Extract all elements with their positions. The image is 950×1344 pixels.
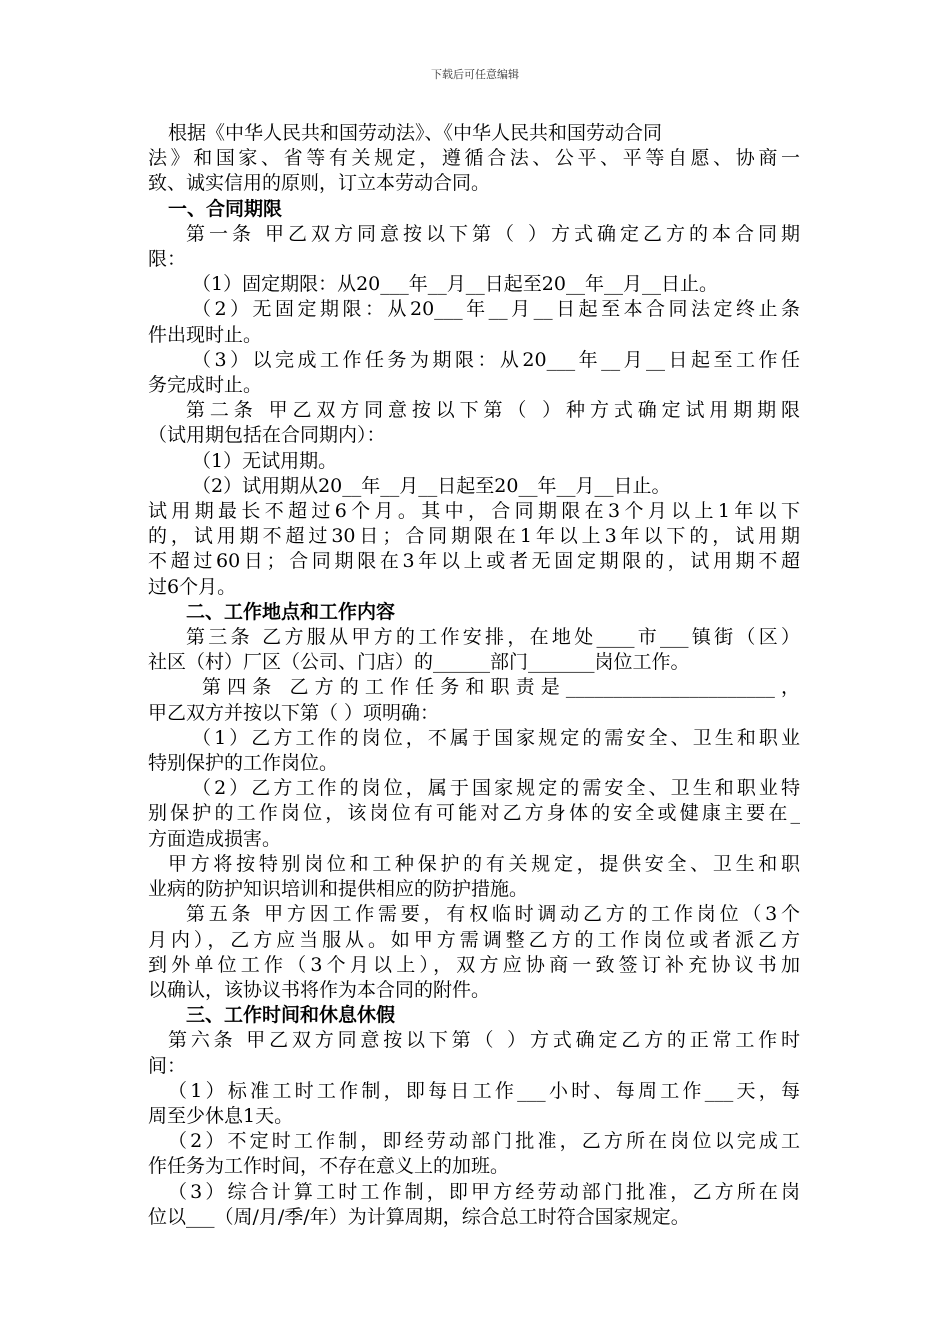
text-line: 周至少休息1天。 bbox=[148, 1104, 294, 1127]
text-line: 的，试用期不超过30日；合同期限在1年以上3年以下的，试用期 bbox=[148, 525, 800, 548]
text-line: 过6个月。 bbox=[148, 575, 237, 598]
text-line: （3）综合计算工时工作制，即甲方经劳动部门批准，乙方所在岗 bbox=[168, 1180, 800, 1203]
text-line: 第一条 甲乙双方同意按以下第（ ）方式确定乙方的本合同期 bbox=[186, 222, 800, 245]
section-heading: 三、工作时间和休息休假 bbox=[186, 1004, 396, 1027]
page-header: 下载后可任意编辑 bbox=[431, 68, 519, 81]
text-line: 试用期最长不超过6个月。其中，合同期限在3个月以上1年以下 bbox=[148, 500, 800, 523]
text-line: 致、诚实信用的原则，订立本劳动合同。 bbox=[148, 172, 491, 195]
text-line: 位以___（周/月/季/年）为计算周期，综合总工时符合国家规定。 bbox=[148, 1205, 690, 1228]
text-line: 务完成时止。 bbox=[148, 374, 263, 397]
contract-body bbox=[148, 121, 800, 1230]
text-line: 月内），乙方应当服从。如甲方需调整乙方的工作岗位或者派乙方 bbox=[148, 928, 800, 951]
text-line: 不超过60日；合同期限在3年以上或者无固定期限的，试用期不超 bbox=[148, 550, 800, 573]
section-heading: 二、工作地点和工作内容 bbox=[186, 600, 396, 623]
text-line: （2）试用期从20__年__月__日起至20__年__月__日止。 bbox=[192, 474, 671, 497]
text-line: （1）标准工时工作制，即每日工作___小时、每周工作___天，每 bbox=[168, 1079, 800, 1102]
text-line: 甲乙双方并按以下第（ ）项明确： bbox=[148, 701, 440, 724]
text-line: 法》和国家、省等有关规定，遵循合法、公平、平等自愿、协商一 bbox=[148, 147, 800, 170]
text-line: 根据《中华人民共和国劳动法》、《中华人民共和国劳动合同 bbox=[168, 122, 663, 144]
text-line: 特别保护的工作岗位。 bbox=[148, 752, 339, 775]
text-line: 以确认，该协议书将作为本合同的附件。 bbox=[148, 978, 491, 1001]
text-line: 社区（村）厂区（公司、门店）的______部门_______岗位工作。 bbox=[148, 651, 690, 674]
text-line: 业病的防护知识培训和提供相应的防护措施。 bbox=[148, 878, 529, 901]
text-line: （试用期包括在合同期内）： bbox=[148, 424, 386, 447]
text-line: （2）无固定期限：从20___年__月__日起至本合同法定终止条 bbox=[192, 298, 800, 321]
text-line: 到外单位工作（3个月以上），双方应协商一致签订补充协议书加 bbox=[148, 953, 800, 976]
text-line: （3）以完成工作任务为期限：从20___年__月__日起至工作任 bbox=[192, 348, 800, 371]
text-line: 作任务为工作时间，不存在意义上的加班。 bbox=[148, 1155, 510, 1178]
text-line: 件出现时止。 bbox=[148, 323, 263, 346]
text-line: 第四条 乙方的工作任务和职责是______________________， bbox=[202, 676, 800, 699]
text-line: 间： bbox=[148, 1054, 187, 1077]
text-line: 甲方将按特别岗位和工种保护的有关规定，提供安全、卫生和职 bbox=[168, 852, 800, 875]
text-line: （1）乙方工作的岗位，不属于国家规定的需安全、卫生和职业 bbox=[192, 726, 800, 749]
text-line: 限： bbox=[148, 248, 187, 271]
section-heading: 一、合同期限 bbox=[168, 197, 283, 220]
text-line: （2）不定时工作制，即经劳动部门批准，乙方所在岗位以完成工 bbox=[168, 1130, 800, 1153]
text-line: （2）乙方工作的岗位，属于国家规定的需安全、卫生和职业特 bbox=[192, 777, 800, 800]
text-line: 第五条 甲方因工作需要，有权临时调动乙方的工作岗位（3个 bbox=[186, 903, 800, 926]
text-line: 第二条 甲乙双方同意按以下第（ ）种方式确定试用期期限 bbox=[186, 399, 800, 422]
text-line: 第三条 乙方服从甲方的工作安排，在地处____市___镇街（区） bbox=[186, 626, 800, 649]
text-line: 第六条 甲乙双方同意按以下第（ ）方式确定乙方的正常工作时 bbox=[168, 1029, 800, 1052]
text-line: （1）无试用期。 bbox=[192, 449, 338, 472]
text-line: 别保护的工作岗位，该岗位有可能对乙方身体的安全或健康主要在_ bbox=[148, 802, 800, 825]
text-line: 方面造成损害。 bbox=[148, 827, 282, 850]
text-line: （1）固定期限：从20___年__月__日起至20__年__月__日止。 bbox=[192, 273, 718, 296]
